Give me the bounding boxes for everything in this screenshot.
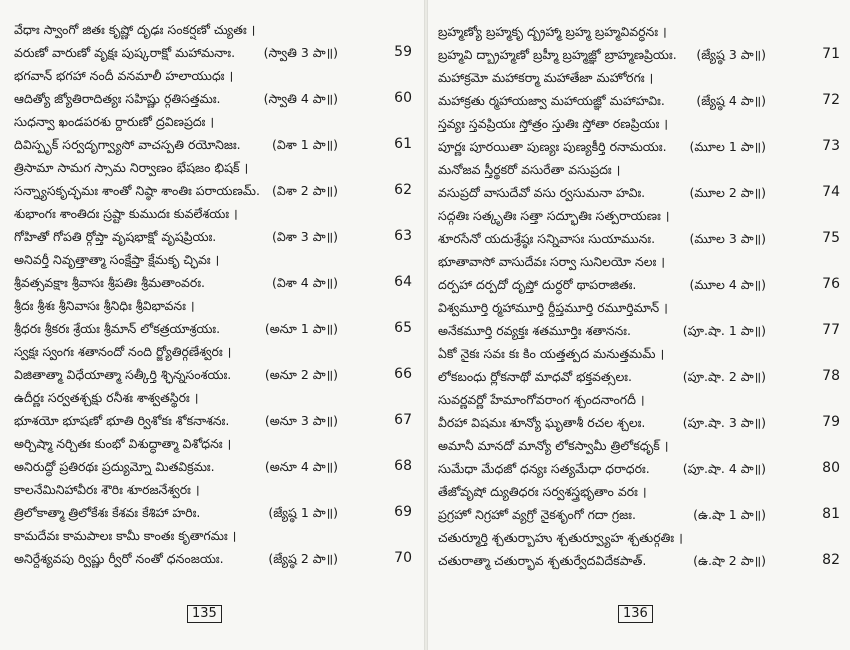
verse-text: అమానీ మానదో మాన్యో లోకస్వామీ త్రిలోకధృక్ ।	[438, 438, 669, 453]
verse	[438, 434, 844, 480]
verse-line-1	[14, 248, 416, 271]
verse-text: ప్రగ్రహో నిగ్రహో వ్యగ్రో నైకశృంగో గదా గ్రజః.	[438, 507, 636, 522]
verse-text: విశ్వమూర్తి ర్మహామూర్తి ర్దీప్తమూర్తి రమూర్తిమాన్ ।	[438, 300, 668, 315]
verse	[438, 20, 844, 66]
verse	[438, 204, 844, 250]
verse-line-1	[14, 478, 416, 501]
verse-reference: (మూల 3 పా॥)	[689, 231, 766, 246]
verse-text: వేధాః స్వాంగో జితః కృష్ణో దృఢః సంకర్షణో చ్యుతః ।	[14, 22, 256, 37]
verse-text: చతుర్మూర్తి శ్చతుర్బాహు శ్చతుర్వ్యూహ శ్చతుర్గతిః ।	[438, 530, 683, 545]
verse-number: 61	[394, 136, 412, 152]
verse-line-1	[14, 202, 416, 225]
verse	[14, 524, 416, 570]
verse	[14, 478, 416, 524]
verse	[438, 296, 844, 342]
verse-number: 80	[822, 460, 840, 476]
verse-reference: (అనూ 2 పా॥)	[264, 367, 338, 382]
verse-reference: (మూల 1 పా॥)	[689, 139, 766, 154]
verse-text: వసుప్రదో వాసుదేవో వసు ర్వసుమనా హవిః.	[438, 185, 646, 200]
verse-line-2	[438, 43, 844, 66]
verse-number: 70	[394, 550, 412, 566]
verse-line-2	[438, 181, 844, 204]
verse-text: అర్చిష్మా నర్చితః కుంభో విశుద్ధాత్మా విశోధనః ।	[14, 436, 232, 451]
verse-line-1	[438, 66, 844, 89]
verse-text: అనివర్తీ నివృత్తాత్మా సంక్షేప్తా క్షేమకృ చ్ఛివః ।	[14, 252, 220, 267]
verse-number: 78	[822, 368, 840, 384]
verse-number: 71	[822, 46, 840, 62]
verse-text: వీరహా విషమః శూన్యో ఘృతాశీ రచల శ్చలః.	[438, 415, 646, 430]
verse-text: భూతావాసో వాసుదేవః సర్వా సునిలయో నలః ।	[438, 254, 666, 269]
verse-reference: (పూ.షా. 3 పా॥)	[682, 415, 766, 430]
verse	[438, 342, 844, 388]
verse-number: 60	[394, 90, 412, 106]
verse-reference: (అనూ 3 పా॥)	[264, 413, 338, 428]
verse-number: 81	[822, 506, 840, 522]
verse	[438, 480, 844, 526]
verse-reference: (పూ.షా. 4 పా॥)	[682, 461, 766, 476]
verse-number: 77	[822, 322, 840, 338]
verse-line-1	[438, 204, 844, 227]
verse-line-1	[438, 526, 844, 549]
verse-text: సుధన్వా ఖండపరశు ర్దారుణో ద్రవిణప్రదః ।	[14, 114, 215, 129]
verse-text: శూరసేనో యదుశ్రేష్ఠః సన్నివాసః సుయామునః.	[438, 231, 656, 246]
verse-number: 66	[394, 366, 412, 382]
verse-reference: (మూల 4 పా॥)	[689, 277, 766, 292]
verse-reference: (జ్యేష్ఠ 4 పా॥)	[696, 93, 766, 108]
verse-line-1	[14, 294, 416, 317]
verse-text: వరుణో వారుణో వృక్షః పుష్కరాక్షో మహామనాః.	[14, 45, 236, 60]
verse-text: బ్రహ్మవి ద్బ్రాహ్మణో బ్రహ్మీ బ్రహ్మజ్ఞో బ్రాహ్మణప్రియః.	[438, 47, 677, 62]
verse	[14, 18, 416, 64]
verse-line-1	[438, 250, 844, 273]
verse-text: మహాక్రతు ర్మహాయజ్వా మహాయజ్ఞో మహాహవిః.	[438, 93, 665, 108]
verse-text: సువర్ణవర్ణో హేమాంగోవరాంగ శ్చందనాంగదీ ।	[438, 392, 645, 407]
verse	[14, 340, 416, 386]
left-page	[0, 0, 424, 650]
verse-text: శ్రీధరః శ్రీకరః శ్రేయః శ్రీమాన్ లోకత్రయాశ్రయః.	[14, 321, 221, 336]
verse-line-2	[438, 503, 844, 526]
verse	[438, 158, 844, 204]
verse-text: కాలనేమినిహావీరః శౌరిః శూరజనేశ్వరః ।	[14, 482, 200, 497]
verse-text: స్వక్షః స్వంగః శతానందో నంది ర్జ్యోతిర్గణేశ్వరః ।	[14, 344, 232, 359]
verse-line-1	[14, 432, 416, 455]
verse-text: దివిస్పృక్ సర్వదృగ్వ్యాసో వాచస్పతి రయోనిజః.	[14, 137, 241, 152]
verse-line-2	[14, 455, 416, 478]
verse-text: మహాక్రమో మహాకర్మా మహాతేజా మహోరగః ।	[438, 70, 654, 85]
verse-text: అనిర్దేశ్యవపు ర్విష్ణు ర్వీరో నంతో ధనంజయః.	[14, 551, 224, 566]
verse-reference: (అనూ 4 పా॥)	[264, 459, 338, 474]
verse-line-2	[14, 547, 416, 570]
verse	[14, 432, 416, 478]
verse-line-2	[438, 89, 844, 112]
verse-line-2	[14, 179, 416, 202]
verse-line-2	[14, 409, 416, 432]
verse-line-1	[438, 480, 844, 503]
verse-text: సన్న్యాసకృచ్ఛమః శాంతో నిష్ఠా శాంతిః పరాయణమ్.	[14, 183, 260, 198]
verse-text: దర్పహా దర్పదో దృప్తో దుర్ధరో థాపరాజితః.	[438, 277, 637, 292]
verse-line-1	[438, 20, 844, 43]
verse-text: కామదేవః కామపాలః కామీ కాంతః కృతాగమః ।	[14, 528, 237, 543]
verse-text: త్రిసామా సామగ స్సామ నిర్వాణం భేషజం భిషక్ ।	[14, 160, 249, 175]
verse-reference: (జ్యేష్ఠ 1 పా॥)	[268, 505, 338, 520]
verse-line-2	[14, 133, 416, 156]
verse-number: 76	[822, 276, 840, 292]
verse-line-1	[14, 18, 416, 41]
verse	[14, 294, 416, 340]
verse-line-1	[14, 156, 416, 179]
verse	[438, 250, 844, 296]
verse	[14, 248, 416, 294]
verse-line-2	[438, 365, 844, 388]
verse-line-2	[14, 225, 416, 248]
page-number: 135	[187, 605, 222, 623]
verse-line-1	[14, 386, 416, 409]
verse-text: శ్రీవత్సవక్షాః శ్రీవాసః శ్రీపతిః శ్రీమతాంవరః.	[14, 275, 206, 290]
verse-line-2	[438, 319, 844, 342]
verse	[438, 388, 844, 434]
verse-line-1	[438, 388, 844, 411]
verse-reference: (ఉ.షా 2 పా॥)	[693, 553, 766, 568]
verse-number: 72	[822, 92, 840, 108]
verse-reference: (మూల 2 పా॥)	[689, 185, 766, 200]
verse	[14, 156, 416, 202]
verse-number: 67	[394, 412, 412, 428]
verse-line-2	[438, 273, 844, 296]
verse-line-2	[14, 87, 416, 110]
verse-line-2	[438, 135, 844, 158]
verse-reference: (అనూ 1 పా॥)	[264, 321, 338, 336]
verse-reference: (స్వాతి 3 పా॥)	[263, 45, 338, 60]
verse	[14, 64, 416, 110]
verse-number: 69	[394, 504, 412, 520]
verse-line-2	[14, 271, 416, 294]
verse-list	[438, 20, 844, 572]
verse-line-1	[438, 112, 844, 135]
verse-text: మనోజవ స్తీర్థకరో వసురేతా వసుప్రదః ।	[438, 162, 621, 177]
verse-text: గోహితో గోపతి ర్గోప్తా వృషభాక్షో వృషప్రియః.	[14, 229, 217, 244]
verse-line-1	[438, 434, 844, 457]
verse	[14, 110, 416, 156]
page-number: 136	[618, 605, 653, 623]
verse-reference: (ఉ.షా 1 పా॥)	[693, 507, 766, 522]
verse-line-1	[14, 524, 416, 547]
verse-reference: (జ్యేష్ఠ 2 పా॥)	[268, 551, 338, 566]
verse-text: సుమేధా మేధజో ధన్యః సత్యమేధా ధరాధరః.	[438, 461, 650, 476]
verse-line-1	[438, 158, 844, 181]
verse-text: తేజోవృషో ద్యుతిధరః సర్వశస్త్రభృతాం వరః ।	[438, 484, 647, 499]
verse-line-2	[438, 411, 844, 434]
verse-text: ఆదిత్యో జ్యోతిరాదిత్యః సహిష్ణు ర్గతిసత్తమః.	[14, 91, 221, 106]
verse-line-1	[14, 340, 416, 363]
verse	[14, 202, 416, 248]
verse-text: భగవాన్ భగహా నందీ వనమాలీ హలాయుధః ।	[14, 68, 234, 83]
verse-number: 75	[822, 230, 840, 246]
verse-line-1	[14, 110, 416, 133]
verse-text: భూశయో భూషణో భూతి ర్విశోకః శోకనాశనః.	[14, 413, 230, 428]
verse-number: 65	[394, 320, 412, 336]
verse-reference: (విశా 4 పా॥)	[272, 275, 338, 290]
verse-line-2	[438, 457, 844, 480]
verse-reference: (విశా 3 పా॥)	[272, 229, 338, 244]
verse-number: 82	[822, 552, 840, 568]
verse	[438, 526, 844, 572]
verse-text: సద్గతిః సత్కృతిః సత్తా సద్భూతిః సత్పరాయణః ।	[438, 208, 670, 223]
verse-number: 79	[822, 414, 840, 430]
verse	[438, 66, 844, 112]
verse-text: అనేకమూర్తి రవ్యక్తః శతమూర్తిః శతాననః.	[438, 323, 631, 338]
verse-number: 74	[822, 184, 840, 200]
verse-line-2	[14, 317, 416, 340]
verse-reference: (విశా 2 పా॥)	[272, 183, 338, 198]
verse-text: అనిరుద్ధో ప్రతిరథః ప్రద్యుమ్నో మితవిక్రమః.	[14, 459, 215, 474]
verse-line-2	[14, 501, 416, 524]
verse-number: 68	[394, 458, 412, 474]
verse	[14, 386, 416, 432]
right-page	[428, 0, 850, 650]
verse-line-2	[438, 549, 844, 572]
verse-text: శుభాంగః శాంతిదః స్రష్టా కుముదః కువలేశయః ।	[14, 206, 238, 221]
verse-text: విజితాత్మా విధేయాత్మా సత్కీర్తి శ్ఛిన్నసంశయః.	[14, 367, 232, 382]
verse-line-1	[438, 296, 844, 319]
verse-reference: (పూ.షా. 2 పా॥)	[682, 369, 766, 384]
verse-number: 59	[394, 44, 412, 60]
verse-text: బ్రహ్మణ్యో బ్రహ్మకృ ద్బ్రహ్మా బ్రహ్మ బ్రహ్మవివర్ధనః ।	[438, 24, 667, 39]
verse-line-2	[14, 363, 416, 386]
verse-line-2	[438, 227, 844, 250]
verse-text: లోకబంధు ర్లోకనాథో మాధవో భక్తవత్సలః.	[438, 369, 632, 384]
verse-text: త్రిలోకాత్మా త్రిలోకేశః కేశవః కేశిహా హరిః.	[14, 505, 201, 520]
verse-number: 64	[394, 274, 412, 290]
verse	[438, 112, 844, 158]
verse-line-1	[14, 64, 416, 87]
verse-text: స్తవ్యః స్తవప్రియః స్తోత్రం స్తుతిః స్తోతా రణప్రియః ।	[438, 116, 669, 131]
verse-text: శ్రీదః శ్రీశః శ్రీనివాసః శ్రీనిధిః శ్రీవిభావనః ।	[14, 298, 195, 313]
verse-list	[14, 18, 416, 570]
verse-reference: (పూ.షా. 1 పా॥)	[682, 323, 766, 338]
verse-reference: (స్వాతి 4 పా॥)	[263, 91, 338, 106]
verse-number: 63	[394, 228, 412, 244]
verse-text: చతురాత్మా చతుర్భావ శ్చతుర్వేదవిదేకపాత్.	[438, 553, 647, 568]
verse-text: ఏకో నైకః సవః కః కిం యత్తత్పద మనుత్తమమ్ ।	[438, 346, 665, 361]
verse-line-2	[14, 41, 416, 64]
verse-text: ఉదీర్ణః సర్వతశ్చక్షు రనీశః శాశ్వతస్థిరః ।	[14, 390, 199, 405]
verse-number: 62	[394, 182, 412, 198]
verse-reference: (విశా 1 పా॥)	[272, 137, 338, 152]
verse-reference: (జ్యేష్ఠ 3 పా॥)	[696, 47, 766, 62]
verse-number: 73	[822, 138, 840, 154]
verse-line-1	[438, 342, 844, 365]
verse-text: పూర్ణః పూరయితా పుణ్యః పుణ్యకీర్తి రనామయః.	[438, 139, 667, 154]
